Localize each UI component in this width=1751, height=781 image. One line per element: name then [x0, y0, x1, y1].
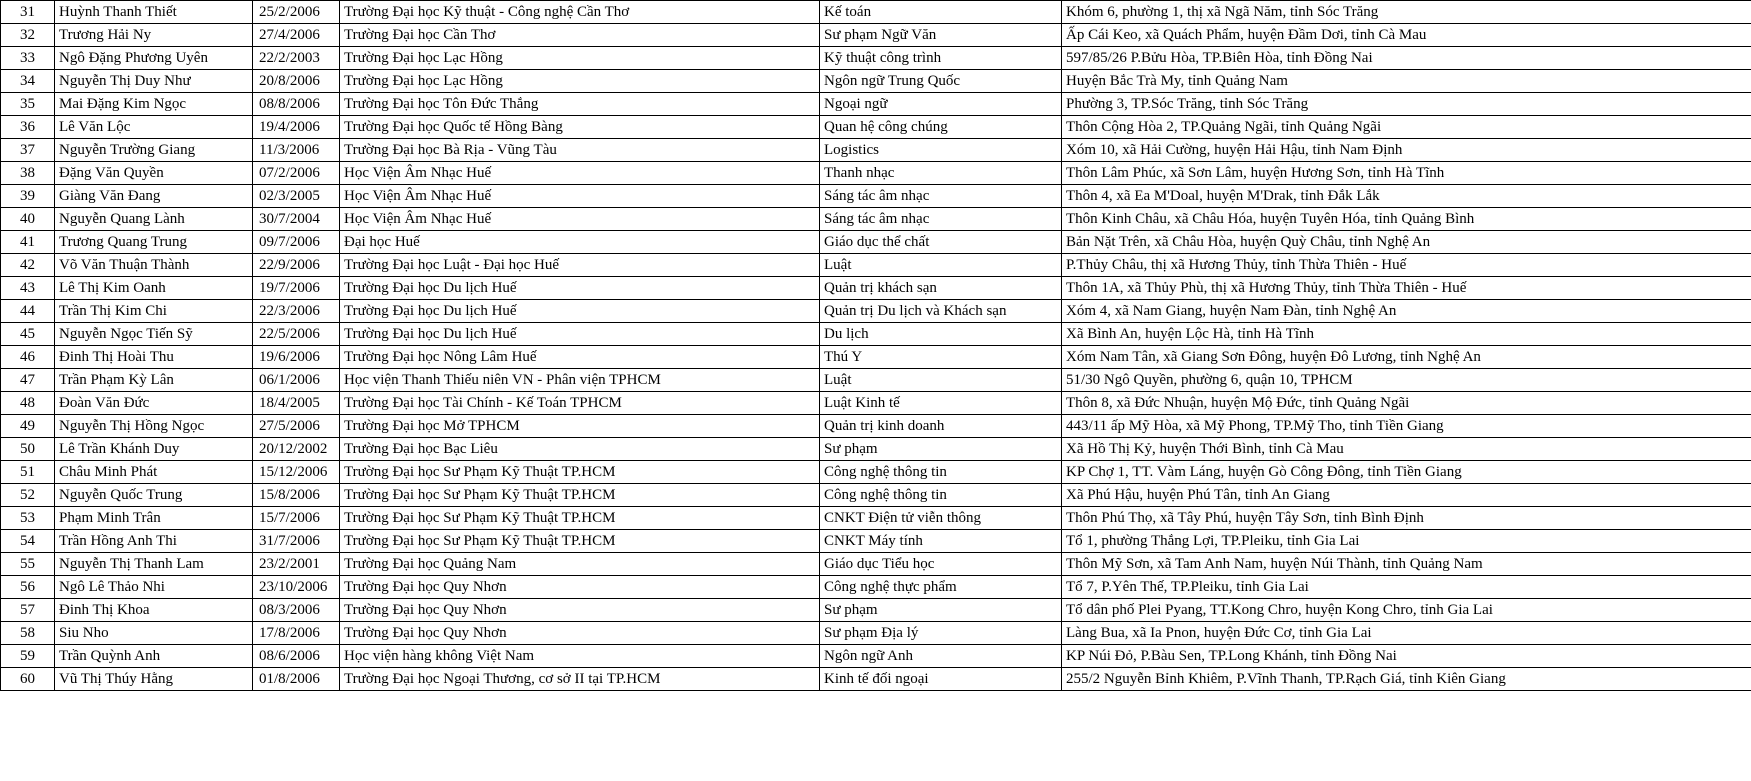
- cell-number: 43: [1, 277, 55, 300]
- cell-name: Giàng Văn Đang: [55, 185, 253, 208]
- cell-major: Du lịch: [820, 323, 1062, 346]
- cell-major: Thanh nhạc: [820, 162, 1062, 185]
- cell-name: Ngô Lê Thảo Nhi: [55, 576, 253, 599]
- table-row: [1, 438, 1751, 461]
- cell-name: Nguyễn Thị Duy Như: [55, 70, 253, 93]
- cell-university: Trường Đại học Cần Thơ: [340, 24, 820, 47]
- cell-name: Trần Thị Kim Chi: [55, 300, 253, 323]
- cell-address: Thôn Phú Thọ, xã Tây Phú, huyện Tây Sơn, tỉnh Bình Định: [1062, 507, 1751, 530]
- cell-number: 32: [1, 24, 55, 47]
- cell-name: Lê Văn Lộc: [55, 116, 253, 139]
- cell-address: Thôn 8, xã Đức Nhuận, huyện Mộ Đức, tỉnh Quảng Ngãi: [1062, 392, 1751, 415]
- cell-name: Đoàn Văn Đức: [55, 392, 253, 415]
- cell-university: Trường Đại học Sư Phạm Kỹ Thuật TP.HCM: [340, 484, 820, 507]
- cell-major: Giáo dục thể chất: [820, 231, 1062, 254]
- cell-number: 49: [1, 415, 55, 438]
- cell-major: CNKT Máy tính: [820, 530, 1062, 553]
- cell-university: Trường Đại học Ngoại Thương, cơ sở II tại TP.HCM: [340, 668, 820, 691]
- cell-number: 60: [1, 668, 55, 691]
- cell-date-of-birth: 19/6/2006: [253, 346, 340, 369]
- cell-address: Xã Bình An, huyện Lộc Hà, tỉnh Hà Tĩnh: [1062, 323, 1751, 346]
- cell-address: Thôn Cộng Hòa 2, TP.Quảng Ngãi, tỉnh Quảng Ngãi: [1062, 116, 1751, 139]
- cell-date-of-birth: 22/3/2006: [253, 300, 340, 323]
- cell-university: Trường Đại học Quy Nhơn: [340, 622, 820, 645]
- cell-address: Xóm 4, xã Nam Giang, huyện Nam Đàn, tỉnh Nghệ An: [1062, 300, 1751, 323]
- table-row: [1, 507, 1751, 530]
- table-row: [1, 116, 1751, 139]
- cell-name: Nguyễn Thị Thanh Lam: [55, 553, 253, 576]
- cell-address: Thôn Kinh Châu, xã Châu Hóa, huyện Tuyên Hóa, tỉnh Quảng Bình: [1062, 208, 1751, 231]
- cell-major: Quản trị Du lịch và Khách sạn: [820, 300, 1062, 323]
- cell-major: Kỹ thuật công trình: [820, 47, 1062, 70]
- cell-address: Xã Hồ Thị Kỷ, huyện Thới Bình, tỉnh Cà Mau: [1062, 438, 1751, 461]
- cell-major: Luật Kinh tế: [820, 392, 1062, 415]
- cell-number: 56: [1, 576, 55, 599]
- cell-major: Logistics: [820, 139, 1062, 162]
- cell-major: Quan hệ công chúng: [820, 116, 1062, 139]
- table-row: [1, 369, 1751, 392]
- cell-major: Quản trị khách sạn: [820, 277, 1062, 300]
- table-row: [1, 208, 1751, 231]
- cell-address: Tổ 7, P.Yên Thế, TP.Pleiku, tỉnh Gia Lai: [1062, 576, 1751, 599]
- cell-university: Trường Đại học Quy Nhơn: [340, 599, 820, 622]
- cell-university: Học viện Thanh Thiếu niên VN - Phân viện TPHCM: [340, 369, 820, 392]
- table-row: [1, 139, 1751, 162]
- cell-university: Trường Đại học Nông Lâm Huế: [340, 346, 820, 369]
- table-row: [1, 162, 1751, 185]
- table-row: [1, 93, 1751, 116]
- cell-major: Kế toán: [820, 1, 1062, 24]
- cell-name: Vũ Thị Thúy Hằng: [55, 668, 253, 691]
- cell-name: Đinh Thị Hoài Thu: [55, 346, 253, 369]
- cell-number: 35: [1, 93, 55, 116]
- cell-date-of-birth: 22/2/2003: [253, 47, 340, 70]
- cell-number: 51: [1, 461, 55, 484]
- cell-date-of-birth: 11/3/2006: [253, 139, 340, 162]
- cell-name: Nguyễn Quang Lành: [55, 208, 253, 231]
- cell-major: Quản trị kinh doanh: [820, 415, 1062, 438]
- cell-major: Công nghệ thông tin: [820, 484, 1062, 507]
- table-row: [1, 231, 1751, 254]
- cell-name: Đinh Thị Khoa: [55, 599, 253, 622]
- table-row: [1, 484, 1751, 507]
- cell-university: Trường Đại học Quốc tế Hồng Bàng: [340, 116, 820, 139]
- cell-name: Trương Hải Ny: [55, 24, 253, 47]
- cell-address: Phường 3, TP.Sóc Trăng, tỉnh Sóc Trăng: [1062, 93, 1751, 116]
- table-row: [1, 461, 1751, 484]
- cell-date-of-birth: 27/4/2006: [253, 24, 340, 47]
- cell-name: Lê Thị Kim Oanh: [55, 277, 253, 300]
- cell-major: Ngôn ngữ Trung Quốc: [820, 70, 1062, 93]
- cell-major: Sáng tác âm nhạc: [820, 185, 1062, 208]
- cell-number: 44: [1, 300, 55, 323]
- cell-address: KP Chợ 1, TT. Vàm Láng, huyện Gò Công Đông, tỉnh Tiền Giang: [1062, 461, 1751, 484]
- table-row: [1, 415, 1751, 438]
- table-row: [1, 47, 1751, 70]
- cell-university: Trường Đại học Sư Phạm Kỹ Thuật TP.HCM: [340, 461, 820, 484]
- cell-name: Mai Đặng Kim Ngọc: [55, 93, 253, 116]
- cell-number: 57: [1, 599, 55, 622]
- cell-date-of-birth: 08/3/2006: [253, 599, 340, 622]
- cell-address: Xóm 10, xã Hải Cường, huyện Hải Hậu, tỉnh Nam Định: [1062, 139, 1751, 162]
- cell-university: Trường Đại học Mở TPHCM: [340, 415, 820, 438]
- cell-number: 52: [1, 484, 55, 507]
- cell-date-of-birth: 25/2/2006: [253, 1, 340, 24]
- table-row: [1, 185, 1751, 208]
- cell-date-of-birth: 15/7/2006: [253, 507, 340, 530]
- cell-number: 53: [1, 507, 55, 530]
- cell-date-of-birth: 23/2/2001: [253, 553, 340, 576]
- cell-major: Sư phạm: [820, 438, 1062, 461]
- table-row: [1, 392, 1751, 415]
- cell-university: Trường Đại học Lạc Hồng: [340, 70, 820, 93]
- cell-number: 58: [1, 622, 55, 645]
- table-row: [1, 553, 1751, 576]
- cell-major: Luật: [820, 254, 1062, 277]
- cell-date-of-birth: 07/2/2006: [253, 162, 340, 185]
- cell-address: Xã Phú Hậu, huyện Phú Tân, tỉnh An Giang: [1062, 484, 1751, 507]
- cell-address: Thôn 4, xã Ea M'Doal, huyện M'Drak, tỉnh Đắk Lắk: [1062, 185, 1751, 208]
- cell-name: Châu Minh Phát: [55, 461, 253, 484]
- cell-major: Ngôn ngữ Anh: [820, 645, 1062, 668]
- cell-date-of-birth: 17/8/2006: [253, 622, 340, 645]
- cell-major: Giáo dục Tiểu học: [820, 553, 1062, 576]
- cell-address: KP Núi Đỏ, P.Bàu Sen, TP.Long Khánh, tỉnh Đồng Nai: [1062, 645, 1751, 668]
- cell-university: Trường Đại học Sư Phạm Kỹ Thuật TP.HCM: [340, 530, 820, 553]
- cell-university: Học Viện Âm Nhạc Huế: [340, 208, 820, 231]
- cell-number: 59: [1, 645, 55, 668]
- cell-address: Xóm Nam Tân, xã Giang Sơn Đông, huyện Đô Lương, tỉnh Nghệ An: [1062, 346, 1751, 369]
- cell-name: Trương Quang Trung: [55, 231, 253, 254]
- cell-number: 37: [1, 139, 55, 162]
- cell-number: 46: [1, 346, 55, 369]
- cell-university: Học Viện Âm Nhạc Huế: [340, 162, 820, 185]
- cell-major: Công nghệ thực phẩm: [820, 576, 1062, 599]
- cell-address: 51/30 Ngô Quyền, phường 6, quận 10, TPHCM: [1062, 369, 1751, 392]
- cell-date-of-birth: 06/1/2006: [253, 369, 340, 392]
- cell-date-of-birth: 02/3/2005: [253, 185, 340, 208]
- cell-address: P.Thủy Châu, thị xã Hương Thủy, tỉnh Thừa Thiên - Huế: [1062, 254, 1751, 277]
- cell-university: Trường Đại học Lạc Hồng: [340, 47, 820, 70]
- table-row: [1, 24, 1751, 47]
- cell-name: Lê Trần Khánh Duy: [55, 438, 253, 461]
- table-row: [1, 599, 1751, 622]
- cell-number: 41: [1, 231, 55, 254]
- cell-number: 47: [1, 369, 55, 392]
- cell-major: Công nghệ thông tin: [820, 461, 1062, 484]
- cell-number: 31: [1, 1, 55, 24]
- cell-university: Trường Đại học Du lịch Huế: [340, 277, 820, 300]
- cell-university: Trường Đại học Du lịch Huế: [340, 323, 820, 346]
- cell-university: Trường Đại học Luật - Đại học Huế: [340, 254, 820, 277]
- cell-university: Trường Đại học Bà Rịa - Vũng Tàu: [340, 139, 820, 162]
- table-row: [1, 1, 1751, 24]
- table-row: [1, 668, 1751, 691]
- cell-number: 40: [1, 208, 55, 231]
- cell-date-of-birth: 27/5/2006: [253, 415, 340, 438]
- cell-address: Thôn Mỹ Sơn, xã Tam Anh Nam, huyện Núi Thành, tỉnh Quảng Nam: [1062, 553, 1751, 576]
- cell-date-of-birth: 23/10/2006: [253, 576, 340, 599]
- table-row: [1, 254, 1751, 277]
- cell-major: CNKT Điện tử viễn thông: [820, 507, 1062, 530]
- table-row: [1, 346, 1751, 369]
- cell-date-of-birth: 22/5/2006: [253, 323, 340, 346]
- cell-university: Học Viện Âm Nhạc Huế: [340, 185, 820, 208]
- table-row: [1, 645, 1751, 668]
- cell-major: Sư phạm Địa lý: [820, 622, 1062, 645]
- cell-number: 48: [1, 392, 55, 415]
- cell-university: Trường Đại học Tài Chính - Kế Toán TPHCM: [340, 392, 820, 415]
- cell-name: Trần Hồng Anh Thi: [55, 530, 253, 553]
- cell-date-of-birth: 19/7/2006: [253, 277, 340, 300]
- cell-date-of-birth: 22/9/2006: [253, 254, 340, 277]
- cell-major: Sư phạm: [820, 599, 1062, 622]
- cell-name: Siu Nho: [55, 622, 253, 645]
- table-row: [1, 323, 1751, 346]
- cell-number: 42: [1, 254, 55, 277]
- cell-university: Trường Đại học Bạc Liêu: [340, 438, 820, 461]
- cell-date-of-birth: 18/4/2005: [253, 392, 340, 415]
- cell-name: Nguyễn Trường Giang: [55, 139, 253, 162]
- table-row: [1, 530, 1751, 553]
- cell-address: Tổ 1, phường Thắng Lợi, TP.Pleiku, tỉnh Gia Lai: [1062, 530, 1751, 553]
- cell-university: Trường Đại học Quy Nhơn: [340, 576, 820, 599]
- cell-address: Làng Bua, xã Ia Pnon, huyện Đức Cơ, tỉnh Gia Lai: [1062, 622, 1751, 645]
- cell-number: 54: [1, 530, 55, 553]
- cell-date-of-birth: 08/6/2006: [253, 645, 340, 668]
- cell-name: Trần Phạm Kỳ Lân: [55, 369, 253, 392]
- cell-number: 36: [1, 116, 55, 139]
- cell-address: Thôn 1A, xã Thủy Phù, thị xã Hương Thủy, tỉnh Thừa Thiên - Huế: [1062, 277, 1751, 300]
- cell-university: Đại học Huế: [340, 231, 820, 254]
- table-row: [1, 300, 1751, 323]
- cell-major: Luật: [820, 369, 1062, 392]
- cell-major: Thú Y: [820, 346, 1062, 369]
- cell-university: Trường Đại học Quảng Nam: [340, 553, 820, 576]
- cell-number: 38: [1, 162, 55, 185]
- cell-address: Ấp Cái Keo, xã Quách Phẩm, huyện Đầm Dơi, tỉnh Cà Mau: [1062, 24, 1751, 47]
- cell-date-of-birth: 31/7/2006: [253, 530, 340, 553]
- cell-address: 597/85/26 P.Bửu Hòa, TP.Biên Hòa, tỉnh Đồng Nai: [1062, 47, 1751, 70]
- cell-date-of-birth: 30/7/2004: [253, 208, 340, 231]
- table-row: [1, 622, 1751, 645]
- cell-name: Trần Quỳnh Anh: [55, 645, 253, 668]
- cell-university: Trường Đại học Kỹ thuật - Công nghệ Cần Thơ: [340, 1, 820, 24]
- table-body: [1, 1, 1751, 691]
- cell-address: 255/2 Nguyễn Bỉnh Khiêm, P.Vĩnh Thanh, TP.Rạch Giá, tỉnh Kiên Giang: [1062, 668, 1751, 691]
- cell-number: 33: [1, 47, 55, 70]
- cell-number: 34: [1, 70, 55, 93]
- cell-name: Nguyễn Quốc Trung: [55, 484, 253, 507]
- cell-name: Phạm Minh Trân: [55, 507, 253, 530]
- cell-address: Thôn Lâm Phúc, xã Sơn Lâm, huyện Hương Sơn, tỉnh Hà Tĩnh: [1062, 162, 1751, 185]
- cell-number: 50: [1, 438, 55, 461]
- cell-major: Ngoại ngữ: [820, 93, 1062, 116]
- cell-number: 39: [1, 185, 55, 208]
- cell-date-of-birth: 01/8/2006: [253, 668, 340, 691]
- cell-university: Trường Đại học Sư Phạm Kỹ Thuật TP.HCM: [340, 507, 820, 530]
- cell-major: Sáng tác âm nhạc: [820, 208, 1062, 231]
- cell-name: Nguyễn Ngọc Tiến Sỹ: [55, 323, 253, 346]
- cell-university: Học viện hàng không Việt Nam: [340, 645, 820, 668]
- cell-name: Đặng Văn Quyền: [55, 162, 253, 185]
- cell-address: Tổ dân phố Plei Pyang, TT.Kong Chro, huyện Kong Chro, tỉnh Gia Lai: [1062, 599, 1751, 622]
- cell-name: Võ Văn Thuận Thành: [55, 254, 253, 277]
- cell-address: Khóm 6, phường 1, thị xã Ngã Năm, tỉnh Sóc Trăng: [1062, 1, 1751, 24]
- cell-name: Huỳnh Thanh Thiết: [55, 1, 253, 24]
- cell-name: Ngô Đặng Phương Uyên: [55, 47, 253, 70]
- cell-date-of-birth: 20/8/2006: [253, 70, 340, 93]
- cell-number: 45: [1, 323, 55, 346]
- table-row: [1, 277, 1751, 300]
- cell-date-of-birth: 20/12/2002: [253, 438, 340, 461]
- table-row: [1, 576, 1751, 599]
- cell-name: Nguyễn Thị Hồng Ngọc: [55, 415, 253, 438]
- cell-major: Sư phạm Ngữ Văn: [820, 24, 1062, 47]
- cell-date-of-birth: 19/4/2006: [253, 116, 340, 139]
- cell-address: 443/11 ấp Mỹ Hòa, xã Mỹ Phong, TP.Mỹ Tho, tỉnh Tiền Giang: [1062, 415, 1751, 438]
- cell-university: Trường Đại học Tôn Đức Thắng: [340, 93, 820, 116]
- cell-major: Kinh tế đối ngoại: [820, 668, 1062, 691]
- cell-number: 55: [1, 553, 55, 576]
- table-row: [1, 70, 1751, 93]
- cell-date-of-birth: 08/8/2006: [253, 93, 340, 116]
- cell-university: Trường Đại học Du lịch Huế: [340, 300, 820, 323]
- cell-date-of-birth: 09/7/2006: [253, 231, 340, 254]
- cell-date-of-birth: 15/12/2006: [253, 461, 340, 484]
- cell-address: Bản Nặt Trên, xã Châu Hòa, huyện Quỳ Châu, tỉnh Nghệ An: [1062, 231, 1751, 254]
- cell-date-of-birth: 15/8/2006: [253, 484, 340, 507]
- cell-address: Huyện Bắc Trà My, tỉnh Quảng Nam: [1062, 70, 1751, 93]
